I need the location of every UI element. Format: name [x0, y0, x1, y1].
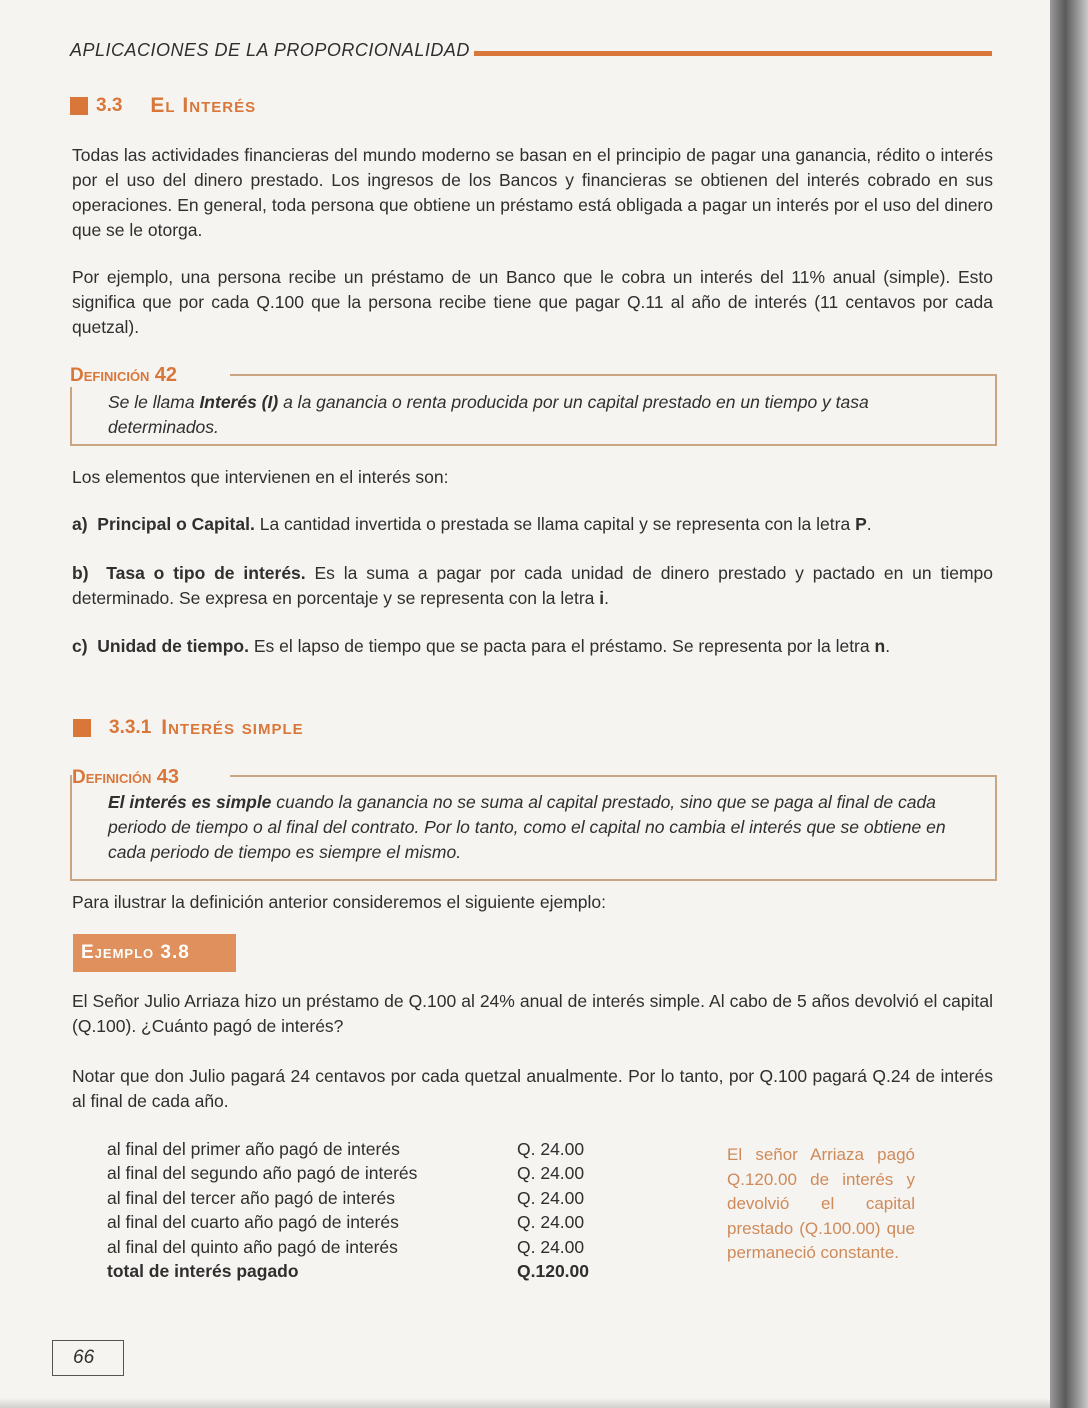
definition-42-label-word: Definición: [70, 365, 150, 386]
definition-42-box: [70, 374, 997, 446]
interest-row-desc: al final del tercer año pagó de interés: [107, 1187, 395, 1208]
interest-row-desc: al final del segundo año pagó de interés: [107, 1163, 418, 1184]
element-c-marker: c): [72, 636, 88, 656]
element-a-letter: P: [855, 514, 867, 534]
element-c: [72, 634, 993, 659]
page-number: 66: [52, 1340, 124, 1376]
running-head-title: APLICACIONES DE LA PROPORCIONALIDAD: [70, 40, 470, 60]
example-statement: El Señor Julio Arriaza hizo un préstamo de Q.100 al 24% anual de interés simple. Al cabo de 5 años devolvió el capital (Q.100). ¿Cuánto pagó de interés?: [72, 991, 993, 1036]
element-a-marker: a): [72, 514, 88, 534]
elements-intro: Los elementos que intervienen en el interés son:: [72, 467, 449, 487]
definition-42-text: [108, 390, 967, 440]
element-c-end: .: [885, 636, 891, 656]
definition-43-top-rule: [230, 775, 995, 777]
definition-43-text-after: cuando la ganancia no se suma al capital prestado, sino que se paga al final de cada periodo de tiempo o al final del contrato. Por lo tanto, como el capital no cambia el interés que se obtiene en cada periodo de tiempo es siempre el mismo.: [108, 792, 946, 862]
page-bottom-shadow: [0, 1398, 1050, 1408]
interest-row-desc: al final del cuarto año pagó de interés: [107, 1212, 399, 1233]
interest-row-amount: Q. 24.00: [517, 1187, 585, 1208]
definition-43-term: El interés es simple: [108, 792, 272, 812]
element-b: [72, 561, 993, 611]
illustrate-text: Para ilustrar la definición anterior consideremos el siguiente ejemplo:: [72, 892, 607, 912]
section-heading: [70, 94, 256, 118]
element-c-text: Es el lapso de tiempo que se pacta para el préstamo. Se representa por la letra: [248, 636, 875, 656]
interest-table: [107, 1137, 607, 1284]
definition-42-number: 42: [154, 364, 177, 386]
interest-row-desc: al final del quinto año pagó de interés: [107, 1236, 398, 1257]
element-a-term: Principal o Capital.: [97, 514, 255, 534]
element-b-marker: b): [72, 563, 89, 583]
example-note: Notar que don Julio pagará 24 centavos por cada quetzal anualmente. Por lo tanto, por Q.100 pagará Q.24 de interés al final de cada año.: [72, 1066, 993, 1111]
element-a: [72, 512, 993, 537]
example-label: Ejemplo 3.8: [73, 934, 236, 972]
element-c-term: Unidad de tiempo.: [97, 636, 249, 656]
section-number: 3.3: [96, 95, 123, 116]
element-b-term: Tasa o tipo de interés.: [106, 563, 306, 583]
definition-42-label: [70, 364, 187, 387]
interest-total-amount: Q.120.00: [517, 1261, 589, 1282]
definition-42-term: Interés (I): [199, 392, 279, 412]
running-head-rule: [474, 51, 992, 56]
subsection-number: 3.3.1: [109, 717, 152, 738]
interest-row: [107, 1162, 607, 1187]
subsection-title: Interés simple: [161, 716, 304, 739]
definition-43-label-word: Definición: [72, 767, 152, 788]
element-b-letter: i: [599, 588, 605, 608]
book-binding-edge: [1050, 0, 1088, 1408]
element-b-text: Es la suma a pagar por cada unidad de dinero prestado y pactado en un tiempo determinado. Se expresa en porcentaje y se representa con la letra: [72, 563, 993, 608]
definition-42-top-rule: [230, 374, 995, 376]
definition-42-text-before: Se le llama: [108, 392, 200, 412]
definition-43-label: [72, 766, 189, 789]
running-head: [70, 40, 992, 61]
interest-row-amount: Q. 24.00: [517, 1138, 585, 1159]
interest-row-amount: Q. 24.00: [517, 1163, 585, 1184]
element-a-text: La cantidad invertida o prestada se llama capital y se representa con la letra: [254, 514, 856, 534]
definition-42-text-after: a la ganancia o renta producida por un capital prestado en un tiempo y tasa determinados.: [108, 392, 869, 437]
interest-row-amount: Q. 24.00: [517, 1212, 585, 1233]
interest-row-amount: Q. 24.00: [517, 1236, 585, 1257]
interest-row-desc: al final del primer año pagó de interés: [107, 1138, 400, 1159]
interest-row: [107, 1235, 607, 1260]
element-c-letter: n: [874, 636, 886, 656]
section-square-marker: [70, 97, 88, 115]
side-note: El señor Arriaza pagó Q.120.00 de interés y devolvió el capital prestado (Q.100.00) que permaneció constante.: [727, 1145, 915, 1262]
section-title: El Interés: [150, 94, 257, 117]
interest-row: [107, 1211, 607, 1236]
example-paragraph: Por ejemplo, una persona recibe un préstamo de un Banco que le cobra un interés del 11% anual (simple). Esto significa que por cada Q.100 que la persona recibe tiene que pagar Q.11 al año de interés (11 centavos por cada quetzal).: [72, 267, 993, 337]
interest-row: [107, 1186, 607, 1211]
element-b-end: .: [604, 588, 610, 608]
element-a-end: .: [866, 514, 872, 534]
interest-row: [107, 1137, 607, 1162]
intro-paragraph: Todas las actividades financieras del mundo moderno se basan en el principio de pagar una ganancia, rédito o interés por el uso del dinero prestado. Los ingresos de los Bancos y financieras se obtienen del interés cobrado en sus operaciones. En general, toda persona que obtiene un préstamo está obligada a pagar un interés por el uso del dinero que se le otorga.: [72, 145, 993, 240]
subsection-square-marker: [73, 719, 91, 737]
interest-total-row: [107, 1260, 607, 1285]
subsection-heading: [73, 716, 304, 740]
definition-43-text: [108, 790, 967, 865]
interest-total-desc: total de interés pagado: [107, 1261, 299, 1282]
definition-43-number: 43: [156, 766, 179, 788]
definition-43-box: [70, 775, 997, 881]
